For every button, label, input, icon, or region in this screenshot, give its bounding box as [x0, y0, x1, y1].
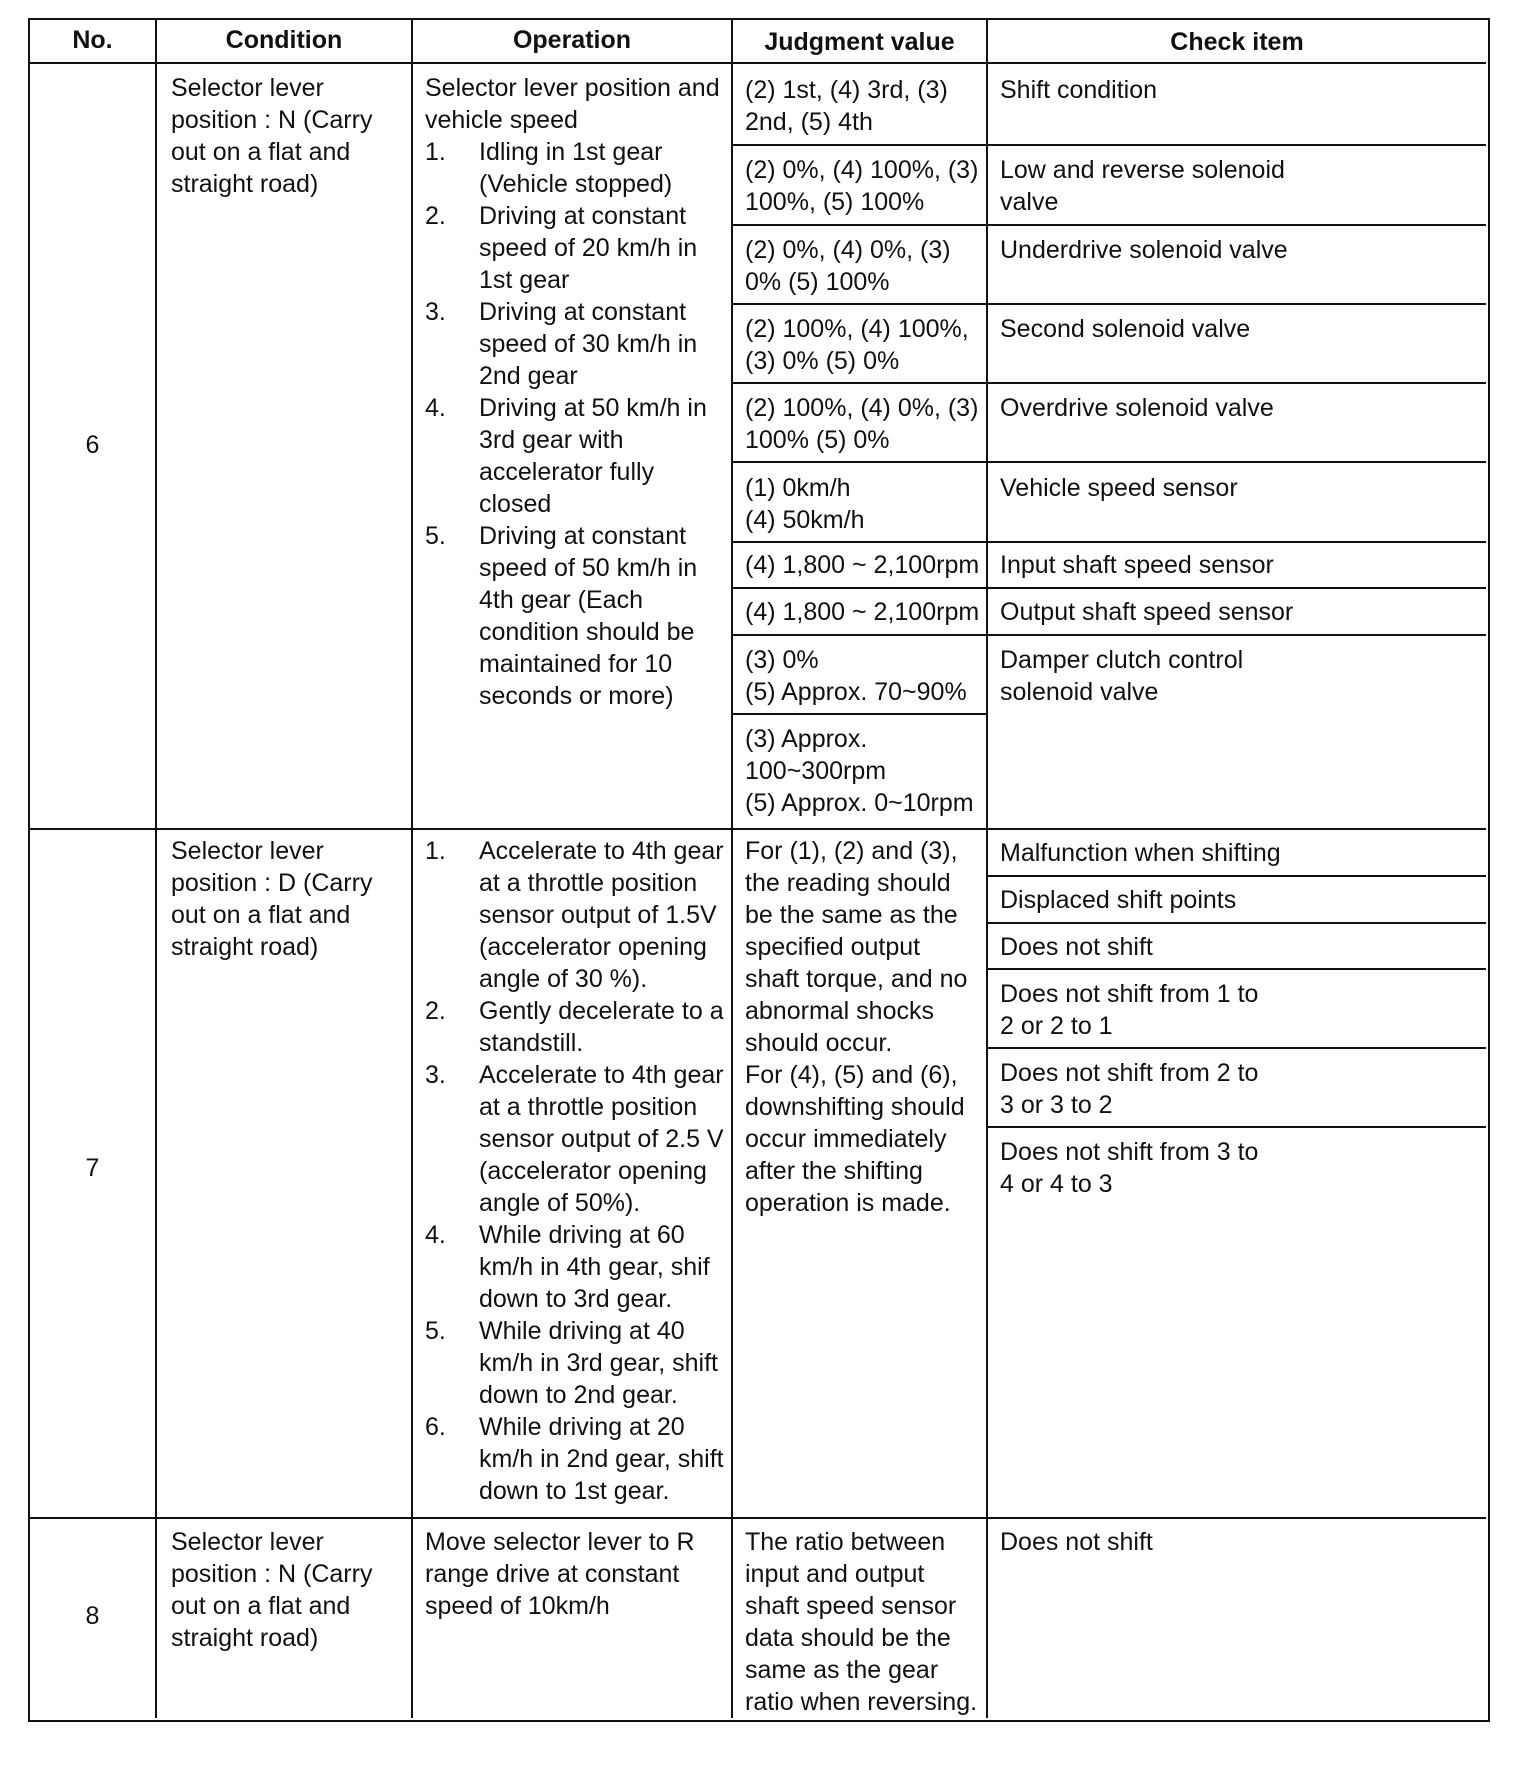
step-number: 2.: [425, 202, 446, 230]
sub-divider: [731, 587, 1486, 589]
row-number: 8: [85, 1602, 100, 1630]
check-item: Low and reverse solenoid valve: [1000, 156, 1285, 216]
step-text: Idling in 1st gear (Vehicle stopped): [479, 138, 673, 198]
judgment-value: (2) 1st, (4) 3rd, (3) 2nd, (5) 4th: [745, 76, 948, 136]
sub-divider: [731, 303, 1486, 305]
operation-intro: Selector lever position and vehicle speed: [425, 74, 720, 134]
col-divider: [986, 20, 988, 1718]
row-number: 7: [85, 1154, 100, 1182]
step-number: 3.: [425, 298, 446, 326]
step-text: Driving at 50 km/h in 3rd gear with accelerator fully closed: [479, 394, 707, 518]
step-number: 4.: [425, 1221, 446, 1249]
row-divider: [30, 1517, 1486, 1519]
step-number: 5.: [425, 1317, 446, 1345]
step-text: Gently decelerate to a standstill.: [479, 997, 724, 1057]
check-item: Input shaft speed sensor: [1000, 551, 1274, 579]
list-item: [425, 1059, 725, 1219]
step-number: 1.: [425, 138, 446, 166]
header-condition: Condition: [225, 26, 343, 54]
step-number: 6.: [425, 1413, 446, 1441]
step-text: Driving at constant speed of 30 km/h in 2nd gear: [479, 298, 698, 390]
step-number: 1.: [425, 837, 446, 865]
check-item: Damper clutch control solenoid valve: [1000, 646, 1244, 706]
check-item: Displaced shift points: [1000, 886, 1237, 914]
header-judgment: Judgment value: [764, 28, 955, 56]
operation-steps: [425, 835, 725, 1507]
sub-divider: [731, 144, 1486, 146]
list-item: [425, 1411, 725, 1507]
step-number: 2.: [425, 997, 446, 1025]
step-text: Driving at constant speed of 50 km/h in 4th gear (Each condition should be maintained for 10 seconds or more): [479, 522, 698, 710]
check-item: Output shaft speed sensor: [1000, 598, 1294, 626]
sub-divider: [986, 1047, 1486, 1049]
row-divider: [30, 828, 1486, 830]
list-item: [425, 1219, 725, 1315]
judgment-value: For (1), (2) and (3), the reading should be the same as the specified output shaft torque, and no abnormal shocks should occur. For (4), (5) and (6), downshifting should occur immediately after the shifting operation is made.: [745, 837, 968, 1217]
list-item: [425, 835, 725, 995]
list-item: [425, 200, 725, 296]
header-check: Check item: [1170, 28, 1304, 56]
sub-divider: [986, 875, 1486, 877]
judgment-value: (2) 100%, (4) 100%, (3) 0% (5) 0%: [745, 315, 969, 375]
sub-divider: [731, 224, 1486, 226]
check-item: Does not shift: [1000, 1528, 1153, 1556]
inspection-table: [28, 18, 1490, 1722]
list-item: [425, 520, 725, 712]
step-text: Accelerate to 4th gear at a throttle position sensor output of 2.5 V (accelerator opening angle of 50%).: [479, 1061, 724, 1217]
step-number: 4.: [425, 394, 446, 422]
step-text: While driving at 60 km/h in 4th gear, shif down to 3rd gear.: [479, 1221, 710, 1313]
list-item: [425, 392, 725, 520]
judgment-value: (2) 0%, (4) 0%, (3) 0% (5) 100%: [745, 236, 951, 296]
condition-text: Selector lever position : D (Carry out on a flat and straight road): [171, 837, 373, 961]
judgment-value: (1) 0km/h (4) 50km/h: [745, 474, 865, 534]
step-text: Driving at constant speed of 20 km/h in 1st gear: [479, 202, 698, 294]
check-item: Overdrive solenoid valve: [1000, 394, 1274, 422]
row-divider: [30, 62, 1486, 64]
step-number: 3.: [425, 1061, 446, 1089]
condition-text: Selector lever position : N (Carry out on a flat and straight road): [171, 74, 373, 198]
list-item: [425, 995, 725, 1059]
sub-divider: [731, 382, 1486, 384]
step-number: 5.: [425, 522, 446, 550]
check-item: Shift condition: [1000, 76, 1158, 104]
list-item: [425, 1315, 725, 1411]
check-item: Does not shift from 3 to 4 or 4 to 3: [1000, 1138, 1259, 1198]
step-text: While driving at 20 km/h in 2nd gear, shift down to 1st gear.: [479, 1413, 724, 1505]
condition-text: Selector lever position : N (Carry out on a flat and straight road): [171, 1528, 373, 1652]
header-no: No.: [72, 26, 113, 54]
judgment-value: (3) 0% (5) Approx. 70~90%: [745, 646, 967, 706]
judgment-value: (4) 1,800 ~ 2,100rpm: [745, 598, 980, 626]
check-item: Second solenoid valve: [1000, 315, 1251, 343]
sub-divider: [731, 461, 1486, 463]
check-item: Vehicle speed sensor: [1000, 474, 1238, 502]
operation-steps: [425, 136, 725, 712]
check-item: Does not shift from 1 to 2 or 2 to 1: [1000, 980, 1259, 1040]
judgment-value: (2) 0%, (4) 100%, (3) 100%, (5) 100%: [745, 156, 979, 216]
check-item: Malfunction when shifting: [1000, 839, 1281, 867]
step-text: While driving at 40 km/h in 3rd gear, shift down to 2nd gear.: [479, 1317, 719, 1409]
judgment-value: The ratio between input and output shaft speed sensor data should be the same as the gear ratio when reversing.: [745, 1528, 978, 1716]
step-text: Accelerate to 4th gear at a throttle position sensor output of 1.5V (accelerator opening angle of 30 %).: [479, 837, 724, 993]
sub-divider: [986, 968, 1486, 970]
row-number: 6: [85, 431, 100, 459]
check-item: Does not shift from 2 to 3 or 3 to 2: [1000, 1059, 1259, 1119]
judgment-value: (3) Approx. 100~300rpm (5) Approx. 0~10rpm: [745, 725, 974, 817]
sub-divider: [731, 634, 1486, 636]
operation-cell: [413, 72, 731, 712]
check-item: Underdrive solenoid valve: [1000, 236, 1288, 264]
header-operation: Operation: [512, 26, 632, 54]
sub-divider: [986, 1126, 1486, 1128]
operation-cell: Move selector lever to R range drive at constant speed of 10km/h: [425, 1528, 695, 1620]
judgment-value: (2) 100%, (4) 0%, (3) 100% (5) 0%: [745, 394, 979, 454]
list-item: [425, 136, 725, 200]
judgment-value: (4) 1,800 ~ 2,100rpm: [745, 551, 980, 579]
sub-divider: [731, 541, 1486, 543]
check-item: Does not shift: [1000, 933, 1153, 961]
operation-cell: [413, 835, 731, 1507]
sub-divider: [731, 713, 986, 715]
sub-divider: [986, 922, 1486, 924]
list-item: [425, 296, 725, 392]
